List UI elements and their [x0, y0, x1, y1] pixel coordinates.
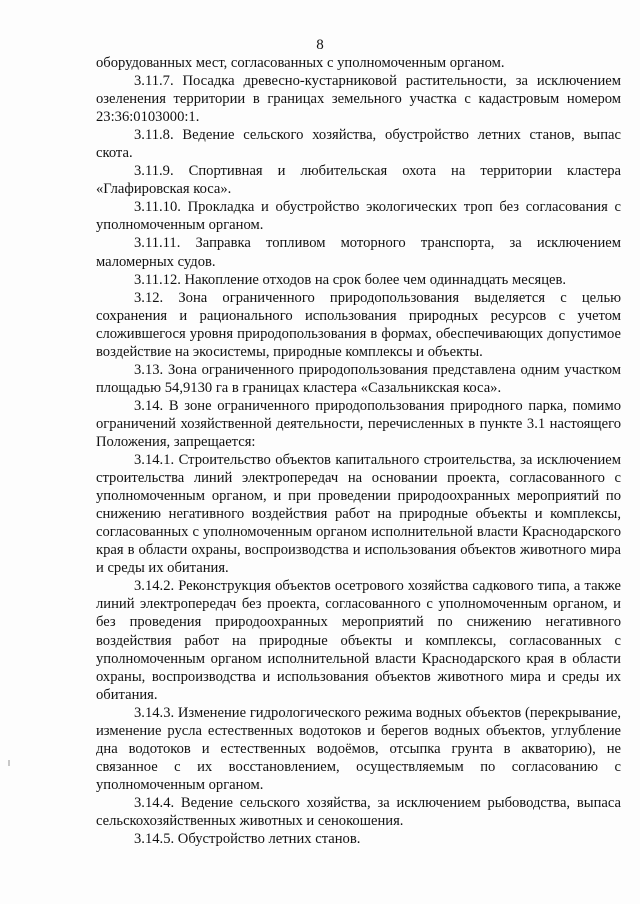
paragraph: 3.11.9. Спортивная и любительская охота на территории кластера «Глафировская коса».	[96, 163, 621, 198]
paragraph: 3.11.11. Заправка топливом моторного транспорта, за исключением маломерных судов.	[96, 235, 621, 270]
scan-artifact	[8, 760, 10, 766]
paragraph: 3.14.2. Реконструкция объектов осетрового хозяйства садкового типа, а также линий электропередач без проекта, согласованного с уполномоченным органом, и без проведения природоохранных мероприятий по снижению негативного воздействия работ на природные объекты и комплексы, согласованных с уполномоченным органом исполнительной власти Краснодарского края в области охраны, воспроизводства и использования объектов животного мира и среды их обитания.	[96, 578, 621, 703]
paragraph: 3.14. В зоне ограниченного природопользования природного парка, помимо ограничений хозяйственной деятельности, перечисленных в пункте 3.1 настоящего Положения, запрещается:	[96, 397, 621, 450]
paragraph: 3.14.1. Строительство объектов капитального строительства, за исключением строительства линий электропередач на основании проекта, согласованного с уполномоченным органом, и при проведении природоохранных мероприятий по снижению негативного воздействия работ на природные объекты и комплексы, согласованных с уполномоченным органом исполнительной власти Краснодарского края в области охраны, воспроизводства и использования объектов животного мира и среды их обитания.	[96, 452, 621, 577]
paragraph: 3.11.10. Прокладка и обустройство экологических троп без согласования с уполномоченным органом.	[96, 199, 621, 234]
paragraph: 3.14.4. Ведение сельского хозяйства, за исключением рыбоводства, выпаса сельскохозяйственных животных и сенокошения.	[96, 794, 621, 829]
paragraph: 3.12. Зона ограниченного природопользования выделяется с целью сохранения и рационального использования природных ресурсов с учетом сложившегося уровня природопользования в формах, обеспечивающих допустимое воздействие на экосистемы, природные комплексы и объекты.	[96, 289, 621, 360]
paragraph: 3.14.5. Обустройство летних станов.	[134, 831, 361, 848]
document-body	[96, 54, 621, 848]
page-number: 8	[316, 37, 324, 53]
paragraph: 3.11.7. Посадка древесно-кустарниковой растительности, за исключением озеленения территории в границах земельного участка с кадастровым номером 23:36:0103000:1.	[96, 73, 621, 126]
paragraph: 3.14.3. Изменение гидрологического режима водных объектов (перекрывание, изменение русла естественных водотоков и берегов водных объектов, углубление дна водотоков и естественных водоёмов, отсыпка грунта в акваторию), не связанное с их восстановлением, осуществляемым по согласованию с уполномоченным органом.	[96, 704, 621, 793]
paragraph: 3.11.8. Ведение сельского хозяйства, обустройство летних станов, выпас скота.	[96, 127, 621, 162]
paragraph: 3.13. Зона ограниченного природопользования представлена одним участком площадью 54,9130 га в границах кластера «Сазальникская коса».	[96, 361, 621, 396]
paragraph: 3.11.12. Накопление отходов на срок более чем одиннадцать месяцев.	[134, 271, 567, 288]
paragraph: оборудованных мест, согласованных с уполномоченным органом.	[96, 55, 505, 71]
